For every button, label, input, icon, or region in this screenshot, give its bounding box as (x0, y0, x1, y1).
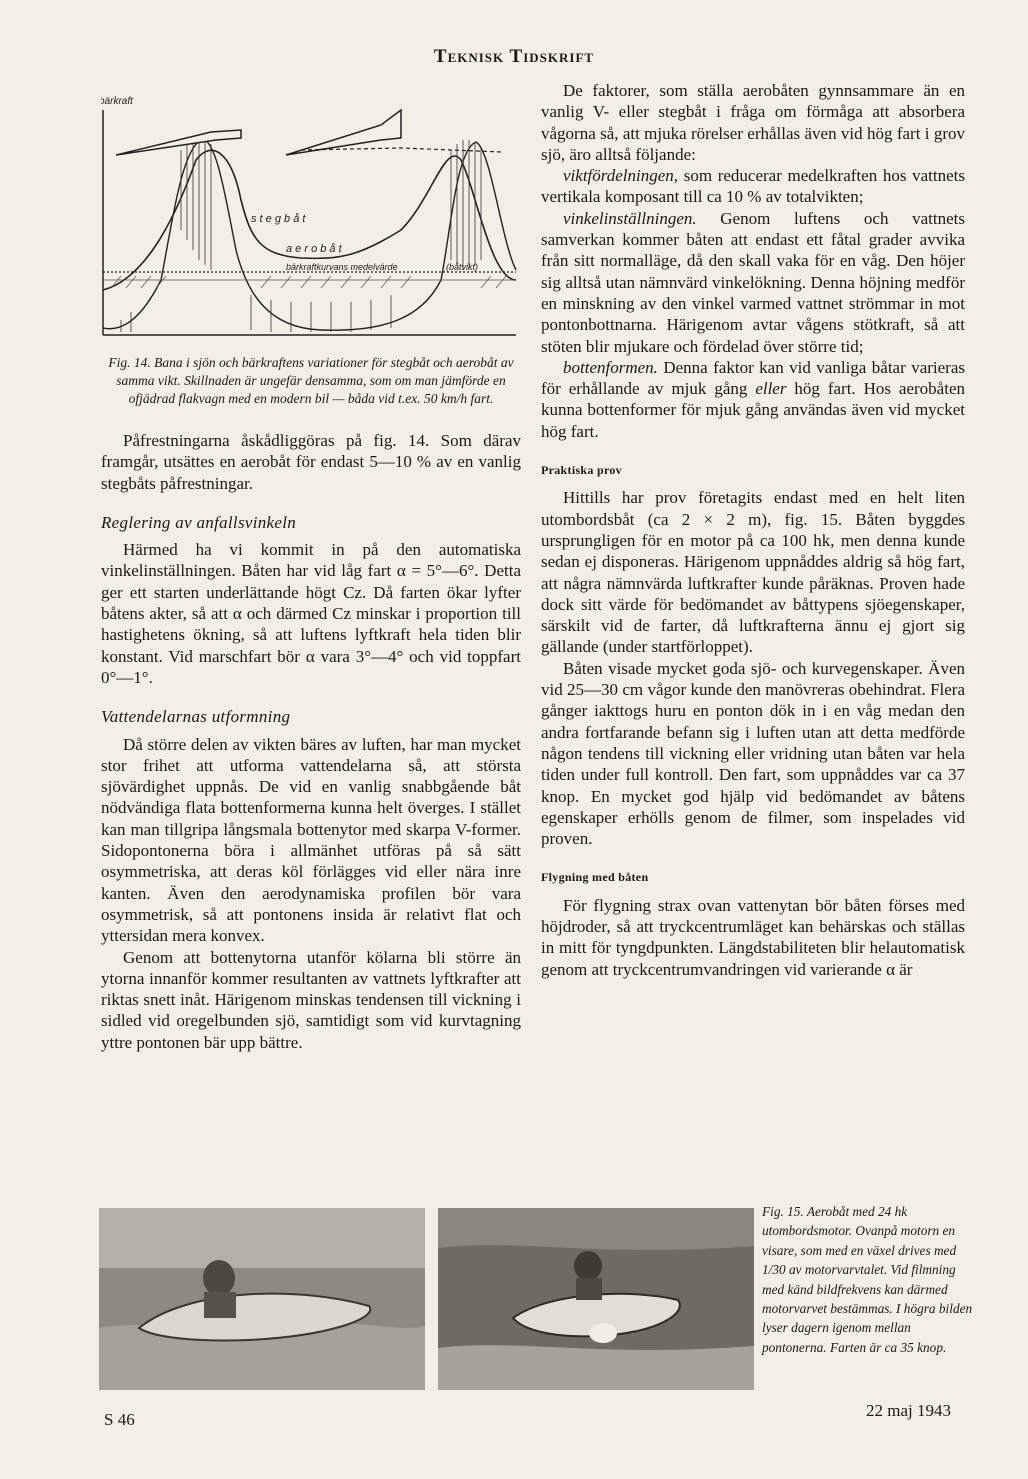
term-viktfordelningen: viktfördelningen, (563, 166, 679, 186)
right-paragraph-4-text: Denna faktor kan vid vanliga båtar varieras för erhållande av mjuk gång (541, 357, 965, 399)
right-paragraph-5: Hittills har prov företagits endast med en helt liten utombordsbåt (ca 2 × 2 m), fig. 15. Båten byggdes ursprungligen för en motor på ca 100 hk, men denna kunde sedan ej disponeras. Härigenom uppnåddes aldrig så hög fart, att några nämnvärda luftkrafter kunde påräknas. Proven hade dock sitt värde för bedömandet av båttypens sjöegenskaper, särskilt vid de farter, då luftkrafterna ännu ej gjort sig gällande (under startförloppet). (541, 488, 965, 657)
right-paragraph-1: De faktorer, som ställa aerobåten gynnsammare än en vanlig V- eller stegbåt i fråga om förmåga att absorbera vågorna så, att mjuka rörelser erhållas även vid hög fart i grov sjö, äro alltså följande: (541, 81, 965, 164)
right-paragraph-6: Båten visade mycket goda sjö- och kurvegenskaper. Även vid 25—30 cm vågor kunde den manövreras obehindrat. Flera gånger iakttogs huru en ponton dök in i en våg medan den andra fortfarande befann sig i luften utan att detta medförde någon tendens till vickning eller vridning utan båten var hela tiden under full kontroll. Den fart, som uppnåddes var ca 37 knop. En mycket god hjälp vid bedömandet av båtens egenskaper erhölls genom de filmer, som inspelades vid proven. (541, 658, 965, 849)
left-paragraph-4: Genom att bottenytorna utanför kölarna bli större än ytorna innanför kommer resultanten av vattnets lyftkrafter att riktas snett inåt. Härigenom minskas tendensen till vickning i sidled vid oregelbunden sjö, samtidigt som vid kurvtagning yttre pontonen bär upp bättre. (101, 947, 521, 1052)
figure-14-caption (105, 354, 517, 408)
label-stegbat: s t e g b å t (251, 213, 306, 225)
label-curve: bärkraftkurvans medelvärde (286, 262, 398, 272)
term-bottenformen: bottenformen. (563, 357, 658, 377)
heading-flygning: Flygning med båten (541, 870, 649, 885)
photo-aerobat-right (438, 1208, 754, 1390)
photo-aerobat-left (99, 1208, 425, 1390)
page-number: S 46 (104, 1410, 135, 1429)
figure-15-caption-text: Aerobåt med 24 hk utombordsmotor. Ovanpå motorn en visare, som med en växel drives med 1/30 av motorvarvtalet. Vid filmning med känd bildfrekvens kan därmed motorvarvet bestämmas. I högra bilden lyser dagern igenom mellan pontonerna. Farten är ca 35 knop. (762, 1204, 973, 1355)
right-column (541, 80, 965, 980)
right-paragraph-4 (541, 357, 965, 442)
right-paragraph-2 (541, 165, 965, 208)
right-paragraph-4-text-end: hög fart. Hos aerobåten kunna bottenformer för mjuk gång användas även vid mycket hög fart. (541, 379, 965, 441)
right-paragraph-3 (541, 208, 965, 357)
heading-vattendelarnas: Vattendelarnas utformning (101, 707, 291, 727)
right-paragraph-2-text: som reducerar medelkraften hos vattnets vertikala komposant till ca 10 % av totalvikten; (541, 166, 965, 207)
term-eller: eller (755, 379, 787, 399)
figure-14 (101, 80, 521, 342)
right-paragraph-3-text: Genom luftens och vattnets samverkan kommer båten att endast ett fåtal grader avvika från sitt normalläge, då den skall vaka för en våg. Den höjer sig alltså utan nämnvärd vinkelökning. Denna höjning medför en minskning av den vinkel varmed vattnet strömmar in mot pontonbottnarna. Härigenom avtar vågens stötkraft, så att stöten blir mjukare och fördelad över större tid; (541, 208, 965, 356)
label-weight: (båtvikt) (446, 262, 479, 272)
left-column (101, 80, 521, 1053)
axis-label-barkraft: bärkraft (101, 96, 133, 107)
heading-praktiska-prov: Praktiska prov (541, 463, 622, 478)
term-vinkelinstallningen: vinkelinställningen. (563, 208, 697, 228)
label-aerobat: a e r o b å t (286, 243, 342, 255)
figure-15-caption-prefix: Fig. 15. (762, 1204, 804, 1219)
left-paragraph-3: Då större delen av vikten bäres av luften, har man mycket stor frihet att utforma vattendelarna så, att största sjövärdighet uppnås. De vid en vanlig snabbgående båt nödvändiga flata bottenformerna kunna helt överges. I stället kan man tillgripa långsmala bottenytor med skarpa V-former. Sidopontonerna böra i allmänhet utföras på så sätt osymmetriska, att deras köl förlägges vid eller nära inre kanten. Även den aerodynamiska profilen bör vara osymmetrisk, så att pontonens insida är relativt flat och yttersidan mera konvex. (101, 734, 521, 946)
page-header (0, 46, 1028, 68)
figure-14-caption-prefix: Fig. 14. (108, 355, 151, 370)
left-paragraph-1: Påfrestningarna åskådliggöras på fig. 14. Som därav framgår, utsättes en aerobåt för endast 5—10 % av en vanlig stegbåts påfrestningar. (101, 431, 521, 493)
issue-date: 22 maj 1943 (866, 1401, 951, 1420)
figure-14-diagram (101, 80, 521, 342)
heading-reglering: Reglering av anfallsvinkeln (101, 512, 297, 532)
figure-14-caption-text: Bana i sjön och bärkraftens variationer för stegbåt och aerobåt av samma vikt. Skillnaden är ungefär densamma, som om man jämförde en ofjädrad flakvagn med en modern bil — båda vid t.ex. 50 km/h fart. (116, 355, 514, 406)
journal-title: Teknisk Tidskrift (433, 46, 595, 67)
right-paragraph-7: För flygning strax ovan vattenytan bör båten förses med höjdroder, så att tryckcentrumläget kan behärskas och ställas in mitt för tyngdpunkten. Längdstabiliteten blir helautomatisk genom att tryckcentrumvandringen vid varierande α är (541, 895, 965, 979)
figure-15-caption (762, 1202, 978, 1357)
left-paragraph-2: Härmed ha vi kommit in på den automatiska vinkelinställningen. Båten har vid låg fart α = 5°—6°. Detta ger ett starten underlättande högt Cz. Då farten ökar lyfter båtens akter, så att α och därmed Cz minskar i proportion till hastighetens ökning, så att luftens lyftkraft hela tiden blir konstant. Vid marschfart bör α vara 3°—4° och vid toppfart 0°—1°. (101, 540, 521, 687)
